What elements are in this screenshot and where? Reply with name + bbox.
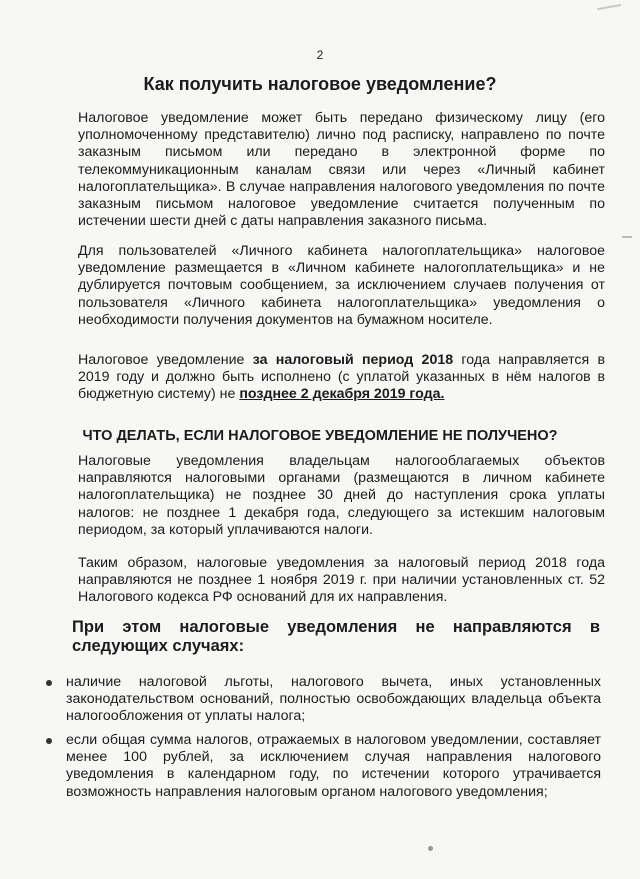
list-item-text: наличие налоговой льготы, налогового вычета, иных установленных законодательством оснований, полностью освобождающих владельца объекта налогообложения от уплаты налога; (66, 674, 601, 725)
tax-period-bold: за налоговый период 2018 (252, 352, 454, 368)
deadline-text-1: Налоговое уведомление (78, 352, 253, 368)
page-number: 2 (316, 48, 324, 62)
deadline-date: позднее 2 декабря 2019 года. (239, 386, 445, 403)
paragraph-deadline (78, 352, 605, 404)
page-title: Как получить налоговое уведомление? (143, 74, 497, 94)
scan-smudge (597, 4, 623, 20)
paragraph-personal-cabinet: Для пользователей «Личного кабинета налогоплательщика» налоговое уведомление размещается в «Личном кабинете налогоплательщика» и не дублируется почтовым сообщением, за исключением случаев получения от пользователя «Личного кабинета налогоплательщика» уведомления о необходимости получения документов на бумажном носителе. (78, 243, 605, 328)
scan-mark (622, 236, 632, 238)
bullet-icon (46, 738, 52, 744)
paragraph-sending-date: Таким образом, налоговые уведомления за налоговый период 2018 года направляются не позднее 1 ноября 2019 г. при наличии установленных ст. 52 Налогового кодекса РФ оснований для их направления. (78, 555, 605, 606)
scan-dot (428, 846, 433, 851)
list-item-text: если общая сумма налогов, отражаемых в налоговом уведомлении, составляет менее 100 рублей, за исключением случая направления налогового уведомления в календарном году, по истечении которого утрачивается возможность направления налоговым органом налогового уведомления; (66, 732, 601, 800)
deadline-text-2: года направляется в 2019 году и должно быть исполнено (с уплатой указанных в нём налогов в бюджетную систему) не (78, 352, 605, 403)
section-heading-not-received: ЧТО ДЕЛАТЬ, ЕСЛИ НАЛОГОВОЕ УВЕДОМЛЕНИЕ НЕ ПОЛУЧЕНО? (82, 428, 558, 444)
bullet-icon (46, 680, 52, 686)
section-heading-exceptions: При этом налоговые уведомления не направляются в следующих случаях: (72, 618, 600, 655)
paragraph-delivery: Налоговое уведомление может быть передано физическому лицу (его уполномоченному представителю) лично под расписку, направлено по почте заказным письмом или передано в электронной форме по телекоммуникационным каналам связи или через «Личный кабинет налогоплательщика». В случае направления налогового уведомления по почте заказным письмом налоговое уведомление считается полученным по истечении шести дней с даты направления заказного письма. (78, 110, 605, 230)
paragraph-sending-terms: Налоговые уведомления владельцам налогооблагаемых объектов направляются налоговыми органами (размещаются в личном кабинете налогоплательщика) не позднее 30 дней до наступления срока уплаты налогов: не позднее 1 декабря года, следующего за истекшим налоговым периодом, за который уплачиваются налоги. (78, 453, 605, 538)
